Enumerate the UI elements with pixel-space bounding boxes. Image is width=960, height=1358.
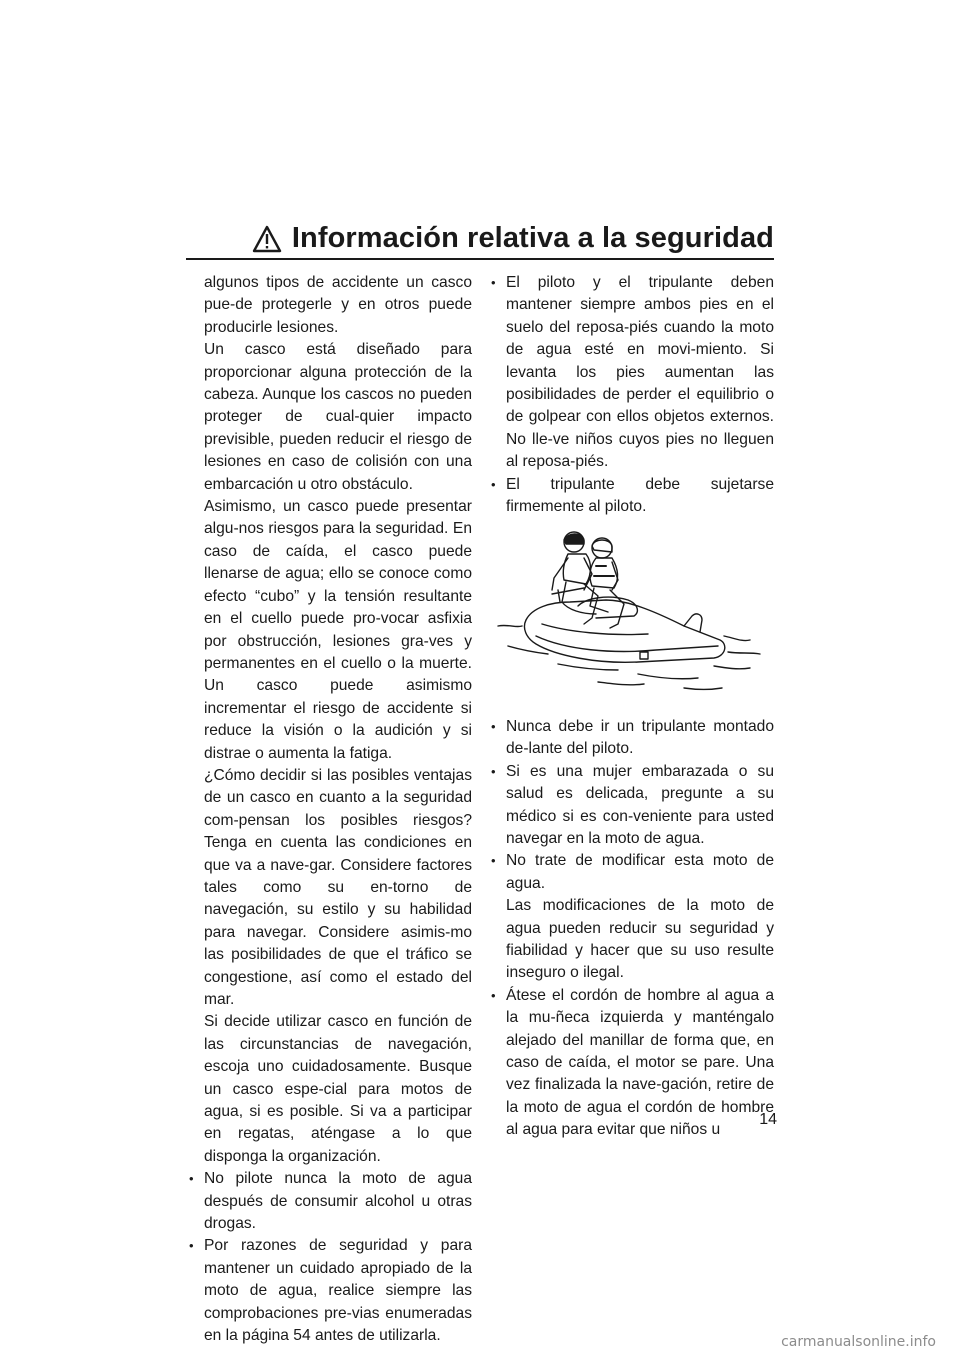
bullet-item: • El tripulante debe sujetarse firmemente al piloto.	[506, 474, 774, 519]
left-column	[186, 272, 472, 1348]
header-title	[252, 222, 774, 255]
bullet-item: • No pilote nunca la moto de agua después de consumir alcohol u otras drogas.	[204, 1168, 472, 1235]
paragraph: Un casco está diseñado para proporcionar alguna protección de la cabeza. Aunque los cascos no pueden proteger de cual-quier impacto previsible, pueden reducir el riesgo de lesiones en caso de colisión con una embarcación u otro obstáculo.	[204, 341, 472, 493]
bullet-item: • Nunca debe ir un tripulante montado de-lante del piloto.	[506, 716, 774, 761]
paragraph: Si decide utilizar casco en función de las circunstancias de navegación, escoja uno cuidadosamente. Busque un casco espe-cial para motos de agua, si es posible. Si va a participar en regatas, aténgase a lo que disponga la organización.	[204, 1013, 472, 1165]
paragraph: Asimismo, un casco puede presentar algu-nos riesgos para la seguridad. En caso de caída, el casco puede llenarse de agua; ello se conoce como efecto “cubo” y la tensión resultante en el cuello puede pro-vocar asfixia por obstrucción, lesiones gra-ves y permanentes en el cuello o la muerte. Un casco puede asimismo incrementar el riesgo de accidente si reduce la visión o la audición y si distrae o aumenta la fatiga.	[204, 498, 472, 762]
paragraph: ¿Cómo decidir si las posibles ventajas de un casco en cuanto a la seguridad com-pensan los posibles riesgos? Tenga en cuenta las condiciones en que va a nave-gar. Considere factores tales como su en-torno de navegación, su estilo y su habilidad para navegar. Considere asimis-mo las posibilidades de que el tráfico se congestione, así como el estado del mar.	[204, 766, 472, 1008]
bullet-item: • El piloto y el tripulante deben mantener siempre ambos pies en el suelo del reposa-piés cuando la moto de agua esté en movi-miento. Si levanta los pies aumentan las posibilidades de perder el equilibrio o de golpear con ellos objetos externos. No lle-ve niños cuyos pies no lleguen al reposa-piés.	[506, 272, 774, 474]
bullet-item: • Átese el cordón de hombre al agua a la mu-ñeca izquierda y manténgalo alejado del manillar de forma que, en caso de caída, el motor se pare. Una vez finalizada la nave-gación, retire de la moto de agua el cordón de hombre al agua para evitar que niños u	[506, 985, 774, 1142]
bullet-item: • Si es una mujer embarazada o su salud es delicada, pregunte a su médico si es con-veniente para usted navegar en la moto de agua.	[506, 761, 774, 851]
watermark[interactable]: carmanualsonline.info	[781, 1334, 936, 1350]
paragraph: algunos tipos de accidente un casco pue-de protegerle y en otros puede producirle lesiones.	[204, 274, 472, 336]
warning-triangle-icon	[252, 225, 282, 253]
header-divider	[186, 258, 774, 260]
page-header	[0, 0, 960, 262]
bullet-item: • Por razones de seguridad y para mantener un cuidado apropiado de la moto de agua, realice siempre las comprobaciones pre-vias enumeradas en la página 54 antes de utilizarla.	[204, 1235, 472, 1347]
jet-ski-riders-illustration	[488, 528, 774, 698]
bullet-item: • No trate de modificar esta moto de agua.	[506, 850, 774, 895]
page-number: 14	[759, 1111, 777, 1128]
header-title-text: Información relativa a la seguridad	[291, 222, 774, 254]
paragraph: Las modificaciones de la moto de agua pueden reducir su seguridad y fiabilidad y hacer que su uso resulte inseguro o ilegal.	[506, 897, 774, 982]
right-column	[488, 272, 774, 1142]
